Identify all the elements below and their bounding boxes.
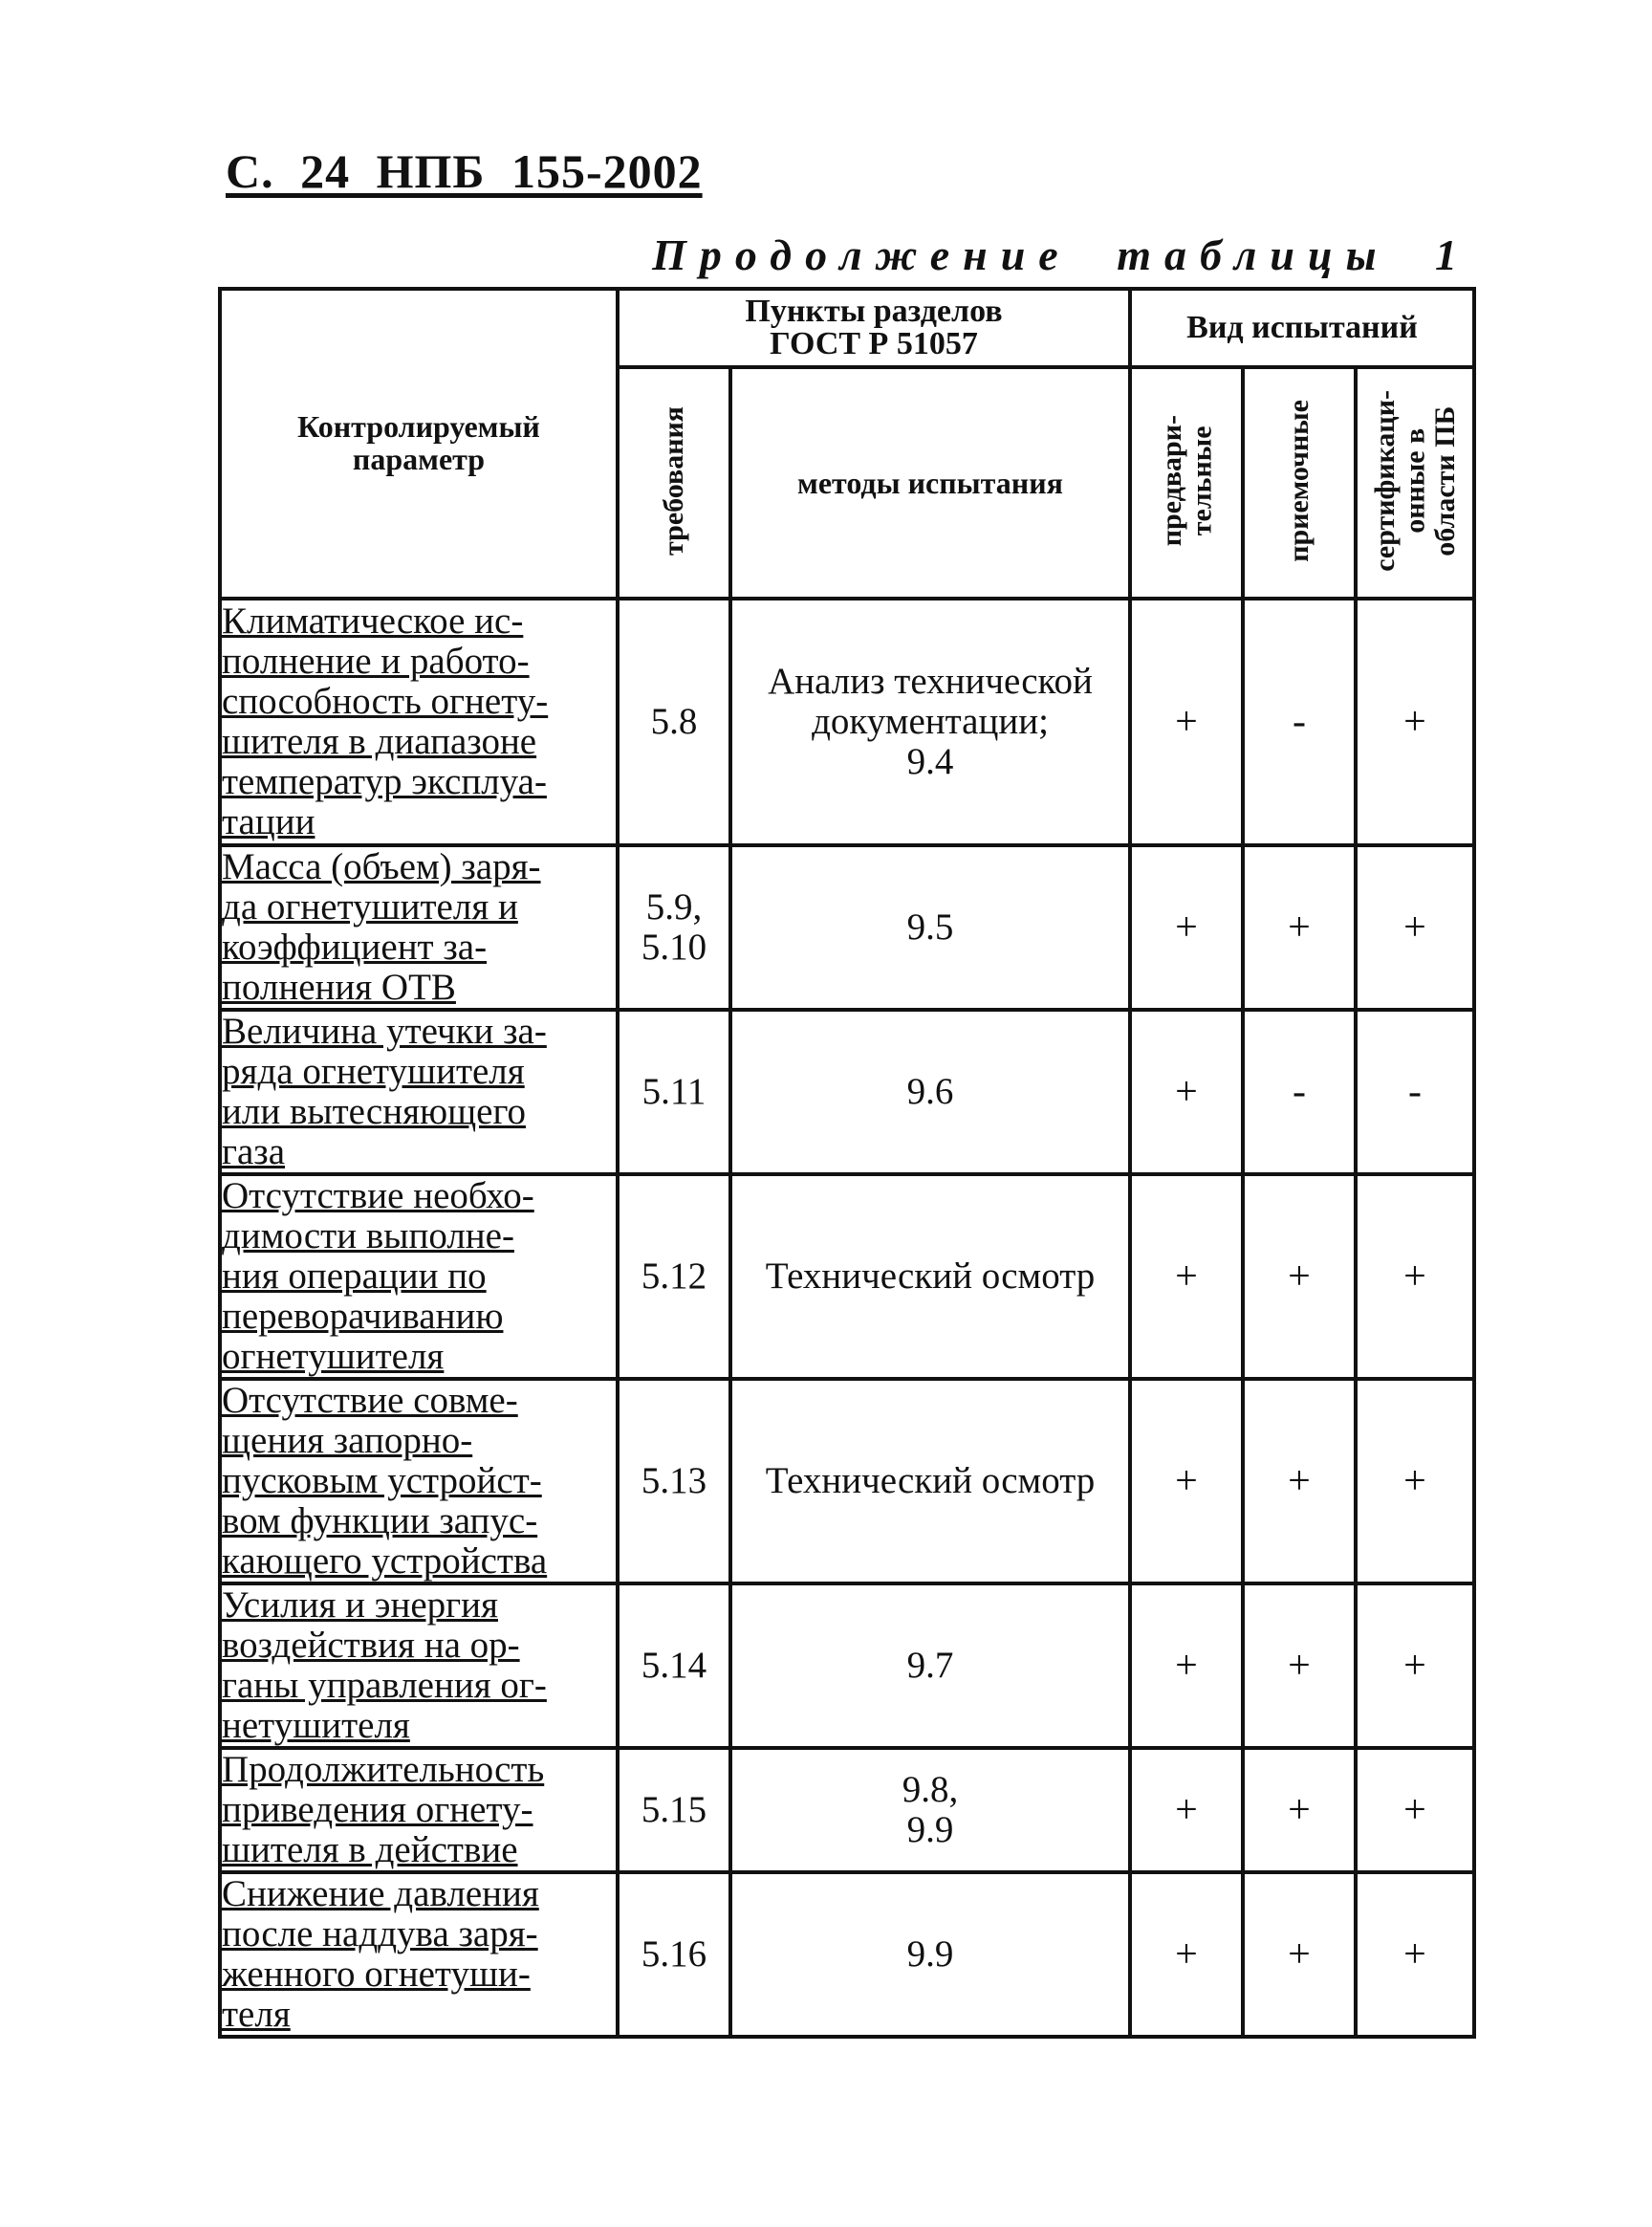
preliminary-mark: +	[1130, 599, 1243, 845]
requirements-cell: 5.11	[618, 1010, 730, 1174]
certification-mark: +	[1356, 599, 1474, 845]
header-requirements: требования	[618, 367, 730, 599]
requirements-cell: 5.9, 5.10	[618, 845, 730, 1010]
header-controlled-parameter: Контролируемый параметр	[220, 289, 618, 599]
parameter-cell: Масса (объем) заря- да огнетушителя и коэффициент за- полнения ОТВ	[220, 845, 618, 1010]
preliminary-mark: +	[1130, 1583, 1243, 1748]
table-row	[220, 1872, 1474, 2037]
preliminary-mark: +	[1130, 1010, 1243, 1174]
certification-mark: -	[1356, 1010, 1474, 1174]
header-test-methods: методы испытания	[730, 367, 1130, 599]
methods-cell: 9.5	[730, 845, 1130, 1010]
header-gost-sections: Пункты разделов ГОСТ Р 51057	[618, 289, 1130, 367]
acceptance-mark: +	[1243, 845, 1356, 1010]
parameter-cell: Снижение давления после наддува заря- женного огнетуши- теля	[220, 1872, 618, 2037]
preliminary-mark: +	[1130, 1748, 1243, 1872]
table-row	[220, 845, 1474, 1010]
methods-cell: Технический осмотр	[730, 1174, 1130, 1379]
preliminary-mark: +	[1130, 1872, 1243, 2037]
requirements-cell: 5.8	[618, 599, 730, 845]
table-row	[220, 1379, 1474, 1583]
table-row	[220, 599, 1474, 845]
methods-cell: Технический осмотр	[730, 1379, 1130, 1583]
table-row	[220, 1583, 1474, 1748]
methods-cell: Анализ технической документации; 9.4	[730, 599, 1130, 845]
acceptance-mark: +	[1243, 1379, 1356, 1583]
acceptance-mark: +	[1243, 1748, 1356, 1872]
parameter-cell: Продолжительность приведения огнету- шителя в действие	[220, 1748, 618, 1872]
methods-cell: 9.7	[730, 1583, 1130, 1748]
certification-mark: +	[1356, 1872, 1474, 2037]
requirements-cell: 5.14	[618, 1583, 730, 1748]
requirements-cell: 5.12	[618, 1174, 730, 1379]
header-test-type: Вид испытаний	[1130, 289, 1474, 367]
certification-mark: +	[1356, 1379, 1474, 1583]
parameter-cell: Отсутствие совме- щения запорно- пусковым устройст- вом функции запус- кающего устройства	[220, 1379, 618, 1583]
table-row	[220, 1010, 1474, 1174]
methods-cell: 9.8, 9.9	[730, 1748, 1130, 1872]
parameter-cell: Усилия и энергия воздействия на ор- ганы управления ог- нетушителя	[220, 1583, 618, 1748]
test-parameters-table	[218, 287, 1476, 2039]
preliminary-mark: +	[1130, 845, 1243, 1010]
acceptance-mark: +	[1243, 1583, 1356, 1748]
certification-mark: +	[1356, 1748, 1474, 1872]
parameter-cell: Величина утечки за- ряда огнетушителя или вытесняющего газа	[220, 1010, 618, 1174]
requirements-cell: 5.15	[618, 1748, 730, 1872]
page-header: С. 24 НПБ 155-2002	[226, 144, 703, 198]
certification-mark: +	[1356, 1174, 1474, 1379]
header-preliminary: предвари- тельные	[1130, 367, 1243, 599]
requirements-cell: 5.13	[618, 1379, 730, 1583]
certification-mark: +	[1356, 845, 1474, 1010]
parameter-cell: Климатическое ис- полнение и работо- способность огнету- шителя в диапазоне температур эксплуа- тации	[220, 599, 618, 845]
parameter-cell: Отсутствие необхо- димости выполне- ния операции по переворачиванию огнетушителя	[220, 1174, 618, 1379]
preliminary-mark: +	[1130, 1174, 1243, 1379]
header-acceptance: приемочные	[1243, 367, 1356, 599]
methods-cell: 9.9	[730, 1872, 1130, 2037]
acceptance-mark: +	[1243, 1174, 1356, 1379]
preliminary-mark: +	[1130, 1379, 1243, 1583]
requirements-cell: 5.16	[618, 1872, 730, 2037]
table-continuation-title: Продолжение таблицы 1	[652, 230, 1470, 279]
table-row	[220, 1748, 1474, 1872]
acceptance-mark: +	[1243, 1872, 1356, 2037]
table-row	[220, 1174, 1474, 1379]
acceptance-mark: -	[1243, 1010, 1356, 1174]
header-certification: сертификаци- онные в области ПБ	[1356, 367, 1474, 599]
acceptance-mark: -	[1243, 599, 1356, 845]
certification-mark: +	[1356, 1583, 1474, 1748]
methods-cell: 9.6	[730, 1010, 1130, 1174]
